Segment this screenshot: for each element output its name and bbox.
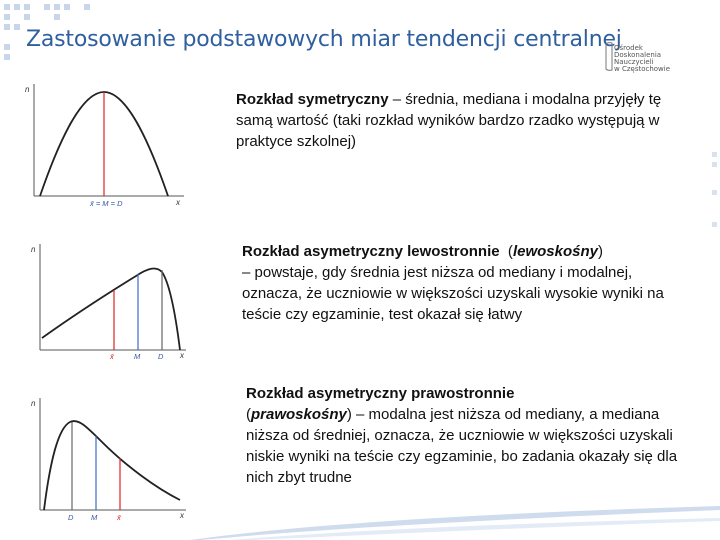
x-axis-label: x [180, 351, 184, 360]
logo-line-4: w Częstochowie [614, 65, 671, 73]
central-marker-label: x̄ = M = D [90, 199, 123, 208]
x-axis-label: x [180, 511, 184, 520]
page-title: Zastosowanie podstawowych miar tendencji centralnej [26, 27, 622, 52]
section-italic-term: prawoskośny [251, 406, 347, 423]
mode-label: D [158, 352, 164, 361]
section-heading: Rozkład asymetryczny lewostronnie [242, 243, 500, 260]
section-text: – modalna jest niższa od mediany, a mediana niższa od średniej, oznacza, że uczniowie w większości uzyskali niskie wyniki na teście czy egzaminie, bo zadania okazały się dla nich zbyt trudne [246, 406, 678, 486]
left-skewed-distribution-graph [30, 238, 196, 362]
decorative-bottom-swoosh [0, 488, 720, 540]
logo-line-3: Nauczycieli [614, 58, 654, 66]
left-skew-description: Rozkład asymetryczny lewostronnie (lewoskośny) – powstaje, gdy średnia jest niższa od mediany i modalnej, oznacza, że uczniowie w większości uzyskali wysokie wyniki na teście czy egzaminie, test okazał się łatwy [242, 243, 664, 323]
section-text: – powstaje, gdy średnia jest niższa od mediany i modalnej, oznacza, że uczniowie w większości uzyskali wysokie wyniki na teście czy egzaminie, test okazał się łatwy [242, 264, 664, 323]
symmetric-description [236, 89, 696, 152]
section-text: – średnia, mediana i modalna przyjęły tę samą wartość (taki rozkład wyników bardzo rzadko występują w praktyce szkolnej) [236, 91, 662, 150]
section-heading: Rozkład asymetryczny prawostronnie [246, 385, 515, 402]
median-label: M [134, 352, 141, 361]
y-axis-label: n [25, 85, 30, 94]
y-axis-label: n [31, 245, 36, 254]
median-label: M [91, 513, 98, 522]
mean-label: x̄ [117, 513, 121, 522]
mean-label: x̄ [110, 352, 114, 361]
logo-line-1: Ośrodek [614, 44, 643, 52]
right-skew-description: Rozkład asymetryczny prawostronnie (prawoskośny) – modalna jest niższa od mediany, a mediana niższa od średniej, oznacza, że uczniowie w większości uzyskali niskie wyniki na teście czy egzaminie, bo zadania okazały się dla nich zbyt trudne [246, 385, 678, 486]
symmetric-distribution-graph [22, 78, 192, 208]
x-axis-label: x [176, 198, 180, 207]
logo-line-2: Doskonalenia [614, 51, 662, 59]
mode-label: D [68, 513, 74, 522]
y-axis-label: n [31, 399, 36, 408]
section-italic-term: lewoskośny [512, 243, 598, 260]
odn-logo [604, 40, 700, 74]
decorative-side-dots [708, 150, 720, 240]
distribution-curve [42, 269, 180, 350]
section-heading: Rozkład symetryczny [236, 91, 389, 108]
